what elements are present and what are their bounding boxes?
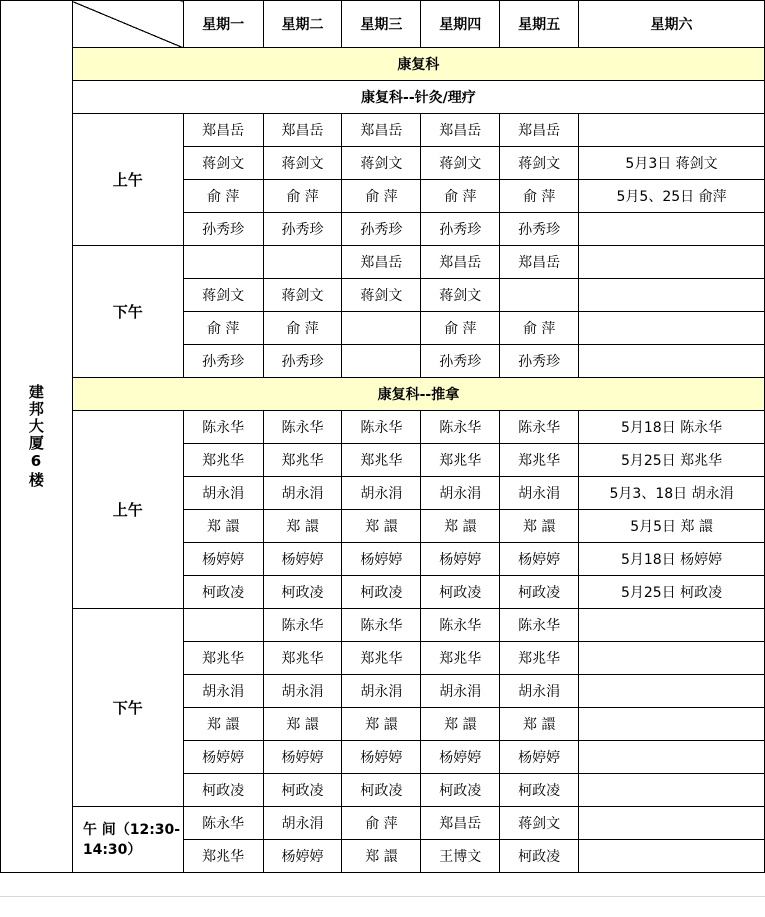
- doctor-cell: 陈永华: [342, 609, 421, 642]
- doctor-cell: 陈永华: [421, 411, 500, 444]
- doctor-cell: 郑昌岳: [342, 246, 421, 279]
- doctor-cell: [579, 279, 765, 312]
- doctor-cell: 俞 萍: [183, 180, 263, 213]
- doctor-cell: 5月3日 蒋剑文: [579, 147, 765, 180]
- doctor-cell: 蒋剑文: [342, 147, 421, 180]
- doctor-cell: [263, 246, 342, 279]
- doctor-cell: 俞 萍: [263, 180, 342, 213]
- doctor-cell: 郑兆华: [183, 444, 263, 477]
- doctor-cell: [579, 741, 765, 774]
- doctor-cell: 柯政凌: [263, 576, 342, 609]
- doctor-cell: 郑兆华: [183, 642, 263, 675]
- doctor-cell: 杨婷婷: [183, 543, 263, 576]
- doctor-cell: 杨婷婷: [342, 741, 421, 774]
- doctor-cell: 柯政凌: [183, 576, 263, 609]
- doctor-cell: 杨婷婷: [342, 543, 421, 576]
- time-slot-label: 下午: [72, 609, 183, 807]
- doctor-cell: 孙秀珍: [421, 213, 500, 246]
- doctor-cell: 陈永华: [500, 609, 579, 642]
- doctor-cell: 郑 譞: [263, 708, 342, 741]
- doctor-cell: [579, 675, 765, 708]
- doctor-cell: 郑 譞: [183, 510, 263, 543]
- doctor-cell: [579, 246, 765, 279]
- day-header-2: 星期二: [263, 1, 342, 48]
- table-row: [1, 81, 765, 114]
- doctor-cell: 郑兆华: [500, 444, 579, 477]
- doctor-cell: 陈永华: [263, 411, 342, 444]
- doctor-cell: [579, 114, 765, 147]
- doctor-cell: 俞 萍: [500, 180, 579, 213]
- doctor-cell: 郑 譞: [421, 708, 500, 741]
- table-row: [1, 411, 765, 444]
- doctor-cell: 陈永华: [421, 609, 500, 642]
- doctor-cell: 柯政凌: [342, 576, 421, 609]
- doctor-cell: 胡永涓: [421, 675, 500, 708]
- doctor-cell: 5月25日 柯政凌: [579, 576, 765, 609]
- doctor-cell: 郑 譞: [183, 708, 263, 741]
- doctor-cell: 蒋剑文: [263, 279, 342, 312]
- table-row: [1, 1, 765, 48]
- table-row: [1, 114, 765, 147]
- doctor-cell: 郑兆华: [500, 642, 579, 675]
- doctor-cell: 郑昌岳: [263, 114, 342, 147]
- doctor-cell: 郑 譞: [342, 840, 421, 873]
- doctor-cell: [579, 774, 765, 807]
- corner-diagonal-cell: [72, 1, 183, 48]
- doctor-cell: 孙秀珍: [421, 345, 500, 378]
- doctor-cell: 柯政凌: [263, 774, 342, 807]
- doctor-cell: 俞 萍: [183, 312, 263, 345]
- doctor-cell: 俞 萍: [500, 312, 579, 345]
- doctor-cell: 5月18日 陈永华: [579, 411, 765, 444]
- doctor-cell: 郑兆华: [421, 444, 500, 477]
- doctor-cell: 郑昌岳: [421, 807, 500, 840]
- doctor-cell: 郑 譞: [500, 510, 579, 543]
- doctor-cell: 郑昌岳: [421, 114, 500, 147]
- doctor-cell: 柯政凌: [183, 774, 263, 807]
- time-slot-label: 下午: [72, 246, 183, 378]
- doctor-cell: 孙秀珍: [183, 213, 263, 246]
- location-label: 建邦大厦6楼: [1, 1, 73, 873]
- doctor-cell: [342, 312, 421, 345]
- doctor-cell: 5月18日 杨婷婷: [579, 543, 765, 576]
- doctor-cell: 胡永涓: [263, 807, 342, 840]
- time-slot-label: 午 间（12:30-14:30）: [72, 807, 183, 873]
- time-slot-label: 上午: [72, 411, 183, 609]
- doctor-cell: 俞 萍: [421, 312, 500, 345]
- doctor-cell: 蒋剑文: [263, 147, 342, 180]
- doctor-cell: [183, 609, 263, 642]
- day-header-4: 星期四: [421, 1, 500, 48]
- doctor-cell: 郑兆华: [421, 642, 500, 675]
- doctor-cell: 蒋剑文: [500, 807, 579, 840]
- doctor-cell: 孙秀珍: [263, 213, 342, 246]
- doctor-cell: 郑 譞: [263, 510, 342, 543]
- doctor-cell: 杨婷婷: [263, 840, 342, 873]
- doctor-cell: 胡永涓: [421, 477, 500, 510]
- doctor-cell: 陈永华: [500, 411, 579, 444]
- doctor-cell: 柯政凌: [500, 774, 579, 807]
- doctor-cell: 胡永涓: [500, 675, 579, 708]
- doctor-cell: 郑昌岳: [183, 114, 263, 147]
- doctor-cell: 蒋剑文: [421, 147, 500, 180]
- doctor-cell: 陈永华: [183, 807, 263, 840]
- doctor-cell: [342, 345, 421, 378]
- doctor-cell: 杨婷婷: [263, 543, 342, 576]
- doctor-cell: 郑昌岳: [342, 114, 421, 147]
- table-row: [1, 48, 765, 81]
- doctor-cell: 杨婷婷: [500, 543, 579, 576]
- doctor-cell: 孙秀珍: [500, 345, 579, 378]
- table-row: [1, 609, 765, 642]
- doctor-cell: 郑 譞: [500, 708, 579, 741]
- doctor-cell: 俞 萍: [263, 312, 342, 345]
- doctor-cell: [579, 345, 765, 378]
- doctor-cell: [500, 279, 579, 312]
- doctor-cell: 胡永涓: [342, 675, 421, 708]
- doctor-cell: 孙秀珍: [342, 213, 421, 246]
- doctor-cell: 孙秀珍: [263, 345, 342, 378]
- doctor-cell: 陈永华: [263, 609, 342, 642]
- doctor-cell: 郑昌岳: [500, 114, 579, 147]
- doctor-cell: 柯政凌: [342, 774, 421, 807]
- doctor-cell: 郑 譞: [342, 708, 421, 741]
- doctor-cell: [579, 840, 765, 873]
- doctor-cell: 蒋剑文: [500, 147, 579, 180]
- day-header-5: 星期五: [500, 1, 579, 48]
- sheet-grid-edge: [0, 896, 765, 917]
- doctor-cell: 胡永涓: [183, 477, 263, 510]
- doctor-cell: 郑兆华: [183, 840, 263, 873]
- day-header-6: 星期六: [579, 1, 765, 48]
- doctor-cell: 5月5日 郑 譞: [579, 510, 765, 543]
- department-title: 康复科: [72, 48, 764, 81]
- doctor-cell: [579, 213, 765, 246]
- doctor-cell: 胡永涓: [183, 675, 263, 708]
- table-row: [1, 246, 765, 279]
- section-title: 康复科--推拿: [72, 378, 764, 411]
- doctor-cell: 杨婷婷: [421, 741, 500, 774]
- doctor-cell: 郑兆华: [342, 444, 421, 477]
- doctor-cell: 杨婷婷: [500, 741, 579, 774]
- doctor-cell: 郑 譞: [421, 510, 500, 543]
- doctor-cell: 俞 萍: [342, 807, 421, 840]
- doctor-cell: 杨婷婷: [421, 543, 500, 576]
- doctor-cell: 郑昌岳: [500, 246, 579, 279]
- doctor-cell: 5月3、18日 胡永涓: [579, 477, 765, 510]
- doctor-cell: 胡永涓: [263, 675, 342, 708]
- day-header-3: 星期三: [342, 1, 421, 48]
- doctor-cell: 郑 譞: [342, 510, 421, 543]
- doctor-cell: 蒋剑文: [183, 147, 263, 180]
- doctor-cell: [579, 807, 765, 840]
- doctor-cell: 杨婷婷: [183, 741, 263, 774]
- doctor-cell: 俞 萍: [342, 180, 421, 213]
- time-slot-label: 上午: [72, 114, 183, 246]
- doctor-cell: [579, 708, 765, 741]
- doctor-cell: 陈永华: [183, 411, 263, 444]
- table-row: [1, 378, 765, 411]
- table-row: [1, 807, 765, 840]
- doctor-cell: 胡永涓: [263, 477, 342, 510]
- doctor-cell: 柯政凌: [500, 576, 579, 609]
- doctor-cell: [579, 642, 765, 675]
- doctor-cell: 俞 萍: [421, 180, 500, 213]
- doctor-cell: 5月25日 郑兆华: [579, 444, 765, 477]
- doctor-cell: 王博文: [421, 840, 500, 873]
- doctor-cell: 胡永涓: [500, 477, 579, 510]
- doctor-cell: 郑兆华: [263, 444, 342, 477]
- doctor-cell: 孙秀珍: [183, 345, 263, 378]
- doctor-cell: 蒋剑文: [342, 279, 421, 312]
- doctor-cell: 柯政凌: [500, 840, 579, 873]
- doctor-cell: 蒋剑文: [421, 279, 500, 312]
- doctor-cell: 蒋剑文: [183, 279, 263, 312]
- doctor-cell: 杨婷婷: [263, 741, 342, 774]
- doctor-cell: 郑昌岳: [421, 246, 500, 279]
- doctor-cell: [579, 609, 765, 642]
- doctor-cell: 孙秀珍: [500, 213, 579, 246]
- doctor-cell: 胡永涓: [342, 477, 421, 510]
- section-title: 康复科--针灸/理疗: [72, 81, 764, 114]
- doctor-cell: 5月5、25日 俞萍: [579, 180, 765, 213]
- doctor-cell: 柯政凌: [421, 774, 500, 807]
- doctor-cell: 郑兆华: [263, 642, 342, 675]
- day-header-1: 星期一: [183, 1, 263, 48]
- doctor-cell: 郑兆华: [342, 642, 421, 675]
- doctor-cell: 柯政凌: [421, 576, 500, 609]
- doctor-cell: [183, 246, 263, 279]
- doctor-cell: 陈永华: [342, 411, 421, 444]
- doctor-cell: [579, 312, 765, 345]
